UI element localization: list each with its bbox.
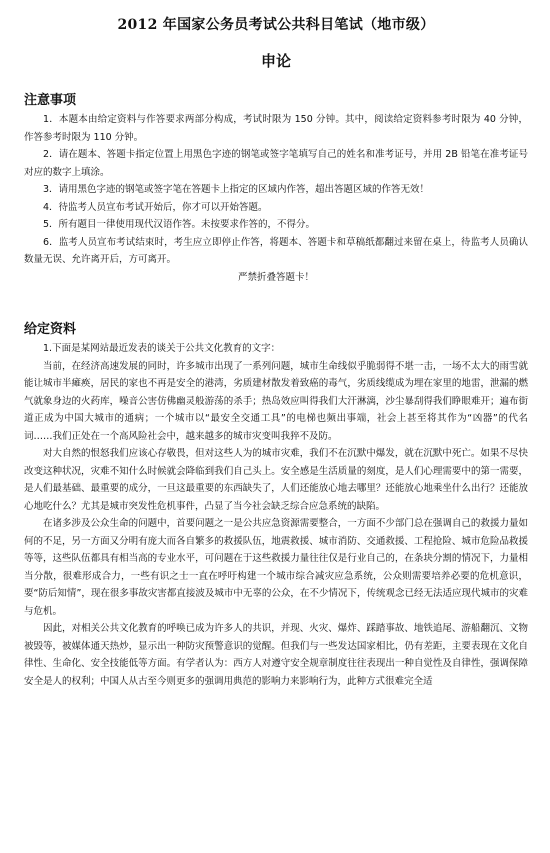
notice-section	[24, 89, 528, 286]
notice-item-3: 3．请用黑色字迹的钢笔或签字笔在答题卡上指定的区域内作答，超出答题区域的作答无效！	[43, 184, 430, 195]
notice-heading: 注意事项	[24, 93, 77, 108]
document-title: 2012 年国家公务员考试公共科目笔试（地市级）	[117, 17, 435, 33]
notice-item-2: 2．请在题本、答题卡指定位置上用黑色字迹的钢笔或签字笔填写自己的姓名和准考证号，并用 2B 铅笔在准考证号对应的数字上填涂。	[24, 149, 528, 178]
notice-item-4: 4．待监考人员宣布考试开始后，你才可以开始答题。	[43, 201, 268, 213]
document-subtitle: 申论	[260, 52, 291, 70]
material-paragraph-2: 当前，在经济高速发展的同时，许多城市出现了一系列问题，城市生命线似乎脆弱得不堪一击，一场不太大的雨雪就能让城市半瘫痪，居民的家也不再是安全的港湾，劣质建材散发着致癌的毒气，劣质线缆成为埋在家里的地雷，泄漏的燃气就象身边的火药库，噪音公害仿佛幽灵般游荡的杀手；热岛效应叫得我们大汗淋漓，沙尘暴刮得我们睁眼难开；遍布街道正成为中国大城市的通病；一个城市以“最安全交通工具”的电梯也频出事端，社会上甚至将其作为“凶器”的代名词……我们正处在一个高风险社会中，越来越多的城市灾变叫我猝不及防。	[24, 360, 528, 442]
materials-section	[24, 318, 528, 690]
notice-item-6: 6．监考人员宣布考试结束时，考生应立即停止作答，将题本、答题卡和草稿纸都翻过来留在桌上，待监考人员确认数量无误、允许离开后，方可离开。	[24, 236, 528, 265]
material-paragraph-5: 因此，对相关公共文化教育的呼唤已成为许多人的共识，并现、火灾、爆炸、踩踏事故、地铁追尾、游船翻沉、文物被毁等，被媒体通天热炒，显示出一种防灾预警意识的觉醒。但我们与一些发达国家相比，仍有差距，主要表现在文化自律性、生命化、安全技能低等方面。有学者认为：西方人对遵守安全规章制度往往表现出一种自觉性及自律性，强调保障安全是人的权利；中国人从古至今则更多的强调用典范的影响力来影响行为，此种方式很难完全适	[24, 623, 528, 687]
section-spacer	[24, 286, 528, 308]
fold-warning: 严禁折叠答题卡！	[237, 271, 314, 283]
material-paragraph-1: 1.下面是某网站最近发表的谈关于公共文化教育的文字：	[43, 343, 281, 354]
material-paragraph-4: 在诸多涉及公众生命的问题中，首要问题之一是公共应急资源需要整合，一方面不少部门总在强调自己的救援力量如何的不足，另一方面又分明有庞大而各自繁多的救援队伍，地震救援、城市消防、交通救援、工程抢险、城市危险品救援等等，这些队伍都具有相当高的专业水平，可问题在于这些救援力量往往仅是行业自己的，在条块分割的情况下，力量相当分散，很难形成合力，一些有识之士一直在呼吁构建一个城市综合减灾应急系统，公众则需要培养必要的危机意识，要“防后知情”，现在很多事故灾害都直接波及城市中无辜的公众，在不少情况下，传统观念已经无法适应现代城市的灾难与危机。	[24, 518, 528, 617]
materials-heading: 给定资料	[24, 322, 77, 337]
material-paragraph-3: 对大自然的恨怒我们应该心存敬畏，但对这些人为的城市灾难，我们不在沉默中爆发，就在沉默中死亡。如果不尽快改变这种状况，灾难不知什么时候就会降临到我们自己头上。安全感是生活质量的刻度，是人们心理需要中的第一需要，是人们最基础、最重要的成分，一旦这最重要的东西缺失了，人们还能放心地去哪里？还能放心地乘坐什么出行？还能放心地吃什么？尤其是城市突发性危机事件，凸显了当今社会缺乏综合应急系统的缺陷。	[24, 448, 528, 512]
notice-item-1: 1．本题本由给定资料与作答要求两部分构成，考试时限为 150 分钟。其中，阅读给定资料参考时限为 40 分钟，作答参考时限为 110 分钟。	[24, 114, 528, 143]
notice-item-5: 5．所有题目一律使用现代汉语作答。未按要求作答的，不得分。	[43, 219, 316, 230]
